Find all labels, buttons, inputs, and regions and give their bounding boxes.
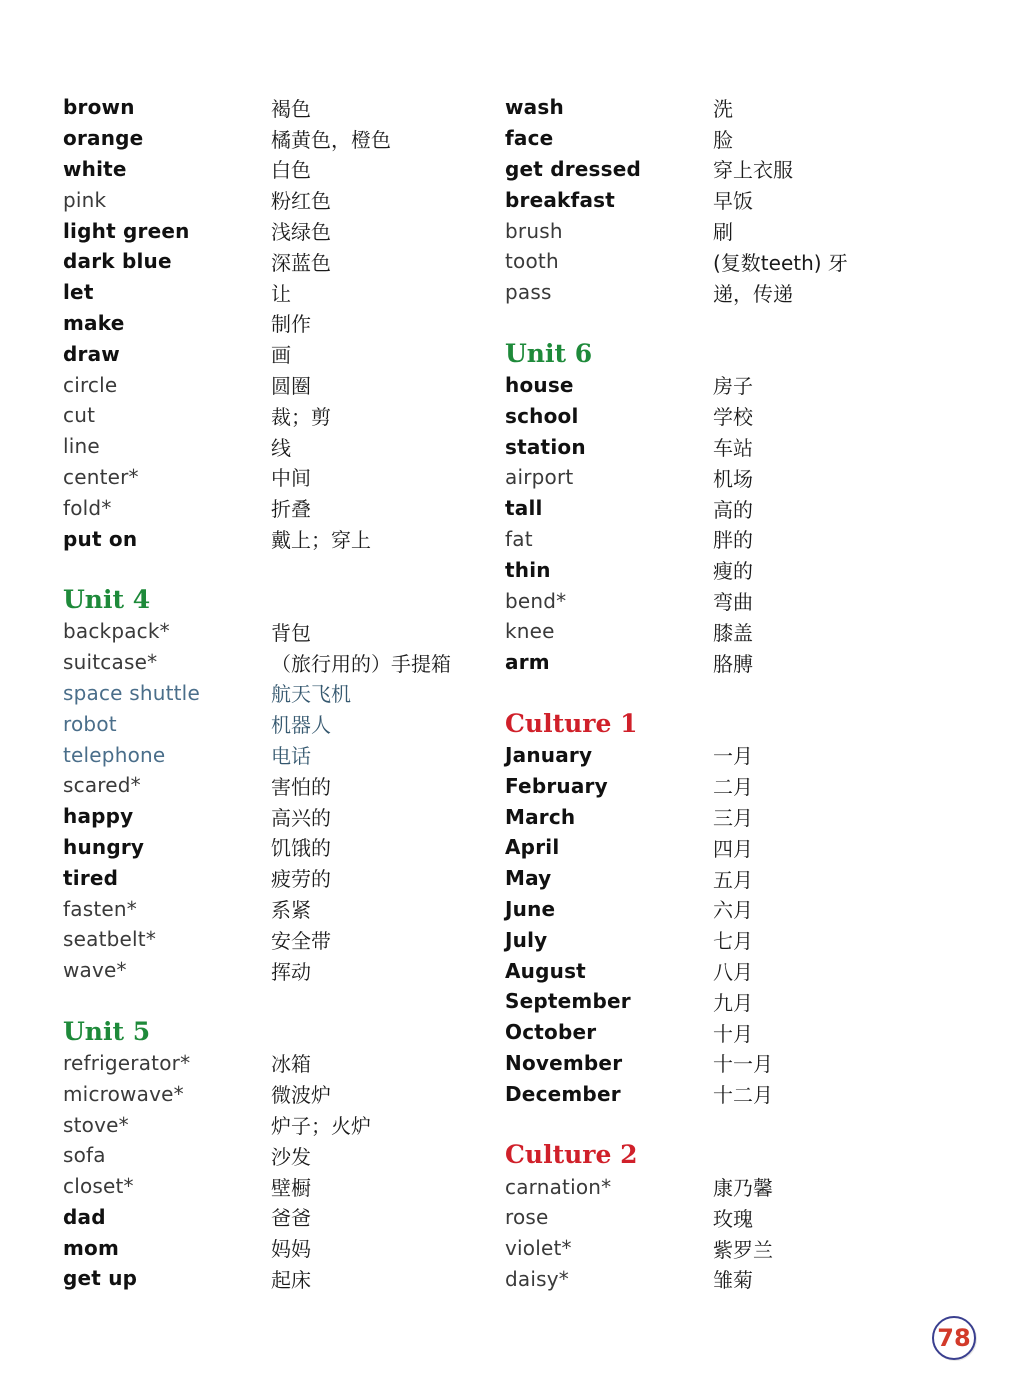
vocab-row — [505, 770, 945, 801]
english-word: tall — [505, 496, 543, 521]
vocab-row — [63, 123, 503, 154]
english-word: make — [63, 310, 125, 335]
chinese-meaning: 学校 — [713, 405, 753, 430]
english-word: pass — [505, 280, 552, 305]
vocab-row — [63, 277, 503, 308]
vocab-row — [505, 1233, 945, 1264]
vocab-row — [63, 1202, 503, 1233]
chinese-meaning: 橘黄色，橙色 — [271, 127, 391, 152]
chinese-meaning: 电话 — [271, 744, 311, 769]
english-word: violet* — [505, 1236, 572, 1261]
english-word: October — [505, 1020, 597, 1045]
chinese-meaning: 褐色 — [271, 96, 311, 121]
chinese-meaning: 早饭 — [713, 189, 753, 214]
chinese-meaning: 折叠 — [271, 497, 311, 522]
vocab-row — [63, 184, 503, 215]
english-word: daisy* — [505, 1266, 569, 1291]
chinese-meaning: 冰箱 — [271, 1052, 311, 1077]
english-word: microwave* — [63, 1081, 184, 1106]
chinese-meaning: 航天飞机 — [271, 682, 351, 707]
english-word: closet* — [63, 1174, 134, 1199]
vocab-row — [505, 1202, 945, 1233]
chinese-meaning: 炉子；火炉 — [271, 1114, 371, 1138]
vocab-row — [63, 400, 503, 431]
vocab-row — [505, 554, 945, 585]
english-word: March — [505, 804, 576, 829]
english-word: April — [505, 835, 560, 860]
chinese-meaning: 瘦的 — [713, 559, 753, 584]
vocab-row — [505, 924, 945, 955]
english-word: refrigerator* — [63, 1050, 191, 1075]
section-gap — [505, 1109, 945, 1139]
section-gap — [505, 308, 945, 338]
chinese-meaning: 八月 — [713, 960, 753, 985]
vocab-row — [63, 1140, 503, 1171]
chinese-meaning: 疲劳的 — [271, 867, 331, 892]
page-number-badge: 78 — [932, 1316, 976, 1360]
vocab-row — [505, 462, 945, 493]
english-word: put on — [63, 526, 138, 551]
chinese-meaning: 车站 — [713, 436, 753, 461]
vocab-row — [63, 215, 503, 246]
vocab-row — [505, 370, 945, 401]
chinese-meaning: 起床 — [271, 1267, 311, 1292]
vocab-row — [63, 246, 503, 277]
english-word: wash — [505, 95, 564, 120]
chinese-meaning: 浅绿色 — [271, 220, 331, 245]
english-word: get dressed — [505, 156, 642, 181]
word-list-colors — [63, 92, 503, 554]
english-word: telephone — [63, 742, 166, 767]
chinese-meaning: 房子 — [713, 374, 753, 399]
vocab-row — [63, 1048, 503, 1079]
english-word: February — [505, 773, 608, 798]
vocab-row — [63, 369, 503, 400]
vocab-row — [505, 524, 945, 555]
chinese-meaning: 爸爸 — [271, 1206, 311, 1231]
vocab-row — [63, 770, 503, 801]
english-word: June — [505, 896, 556, 921]
chinese-meaning: 壁橱 — [271, 1175, 311, 1200]
english-word: scared* — [63, 773, 141, 798]
vocab-row — [63, 92, 503, 123]
english-word: hungry — [63, 834, 145, 859]
chinese-meaning: 戴上；穿上 — [271, 528, 371, 553]
word-list-culture-2 — [505, 1171, 945, 1294]
vocab-row — [63, 739, 503, 770]
english-word: circle — [63, 372, 118, 397]
english-word: bend* — [505, 588, 567, 613]
vocab-row — [63, 1263, 503, 1294]
word-list-culture-1 — [505, 740, 945, 1110]
chinese-meaning: 妈妈 — [271, 1237, 311, 1262]
word-list-unit-6 — [505, 370, 945, 678]
english-word: airport — [505, 465, 574, 490]
vocab-row — [505, 616, 945, 647]
english-word: let — [63, 280, 94, 305]
english-word: center* — [63, 464, 139, 489]
chinese-meaning: 胖的 — [713, 528, 753, 553]
vocab-row — [505, 154, 945, 185]
unit-5-title: Unit 5 — [63, 1016, 151, 1046]
chinese-meaning: 安全带 — [271, 928, 331, 953]
vocab-row — [63, 678, 503, 709]
vocab-row — [63, 338, 503, 369]
chinese-meaning: 背包 — [271, 620, 311, 645]
culture-2-title: Culture 2 — [505, 1140, 638, 1170]
vocab-row — [63, 801, 503, 832]
chinese-meaning: 玫瑰 — [713, 1206, 753, 1231]
word-list-unit-4 — [63, 616, 503, 986]
vocab-row — [505, 986, 945, 1017]
english-word: tired — [63, 865, 119, 890]
chinese-meaning: 四月 — [713, 836, 753, 861]
vocab-row — [63, 955, 503, 986]
english-word: August — [505, 958, 586, 983]
chinese-meaning: 穿上衣服 — [713, 158, 793, 183]
vocab-row — [505, 1017, 945, 1048]
chinese-meaning: 一月 — [713, 744, 753, 769]
vocab-row — [63, 647, 503, 678]
chinese-meaning: 线 — [271, 435, 291, 460]
chinese-meaning: 害怕的 — [271, 774, 331, 799]
vocab-row — [505, 1264, 945, 1295]
vocab-row — [505, 894, 945, 925]
english-word: knee — [505, 619, 555, 644]
chinese-meaning: 粉红色 — [271, 189, 331, 214]
chinese-meaning: （旅行用的）手提箱 — [271, 651, 451, 676]
chinese-meaning: 七月 — [713, 929, 753, 954]
vocab-row — [505, 955, 945, 986]
vocab-row — [505, 801, 945, 832]
right-column — [505, 92, 945, 1294]
vocab-row — [505, 832, 945, 863]
chinese-meaning: 弯曲 — [713, 590, 753, 615]
english-word: white — [63, 156, 127, 181]
english-word: brush — [505, 218, 563, 243]
section-gap — [63, 986, 503, 1016]
chinese-meaning: 中间 — [271, 466, 311, 491]
chinese-meaning: (复数teeth) 牙 — [713, 250, 848, 275]
chinese-meaning: 系紧 — [271, 898, 311, 923]
english-word: suitcase* — [63, 650, 158, 675]
chinese-meaning: 二月 — [713, 775, 753, 800]
english-word: seatbelt* — [63, 927, 157, 952]
vocab-row — [505, 431, 945, 462]
vocab-row — [505, 246, 945, 277]
chinese-meaning: 九月 — [713, 990, 753, 1015]
english-word: May — [505, 866, 552, 891]
culture-1-title: Culture 1 — [505, 708, 638, 738]
chinese-meaning: 制作 — [271, 312, 311, 337]
chinese-meaning: 白色 — [271, 158, 311, 183]
chinese-meaning: 六月 — [713, 898, 753, 923]
vocab-row — [505, 184, 945, 215]
word-list-daily — [505, 92, 945, 308]
english-word: robot — [63, 711, 117, 736]
english-word: school — [505, 403, 579, 428]
chinese-meaning: 圆圈 — [271, 374, 311, 399]
english-word: dark blue — [63, 249, 172, 274]
vocab-row — [63, 1109, 503, 1140]
vocab-row — [505, 1048, 945, 1079]
vocab-row — [505, 863, 945, 894]
english-word: face — [505, 126, 554, 151]
vocab-row — [505, 400, 945, 431]
english-word: light green — [63, 218, 190, 243]
unit-4-title: Unit 4 — [63, 584, 151, 614]
chinese-meaning: 脸 — [713, 127, 733, 152]
chinese-meaning: 饥饿的 — [271, 836, 331, 861]
english-word: space shuttle — [63, 680, 200, 705]
chinese-meaning: 递，传递 — [713, 281, 793, 306]
chinese-meaning: 雏菊 — [713, 1268, 753, 1293]
chinese-meaning: 十一月 — [713, 1052, 773, 1077]
chinese-meaning: 挥动 — [271, 959, 311, 984]
english-word: breakfast — [505, 187, 616, 212]
word-list-unit-5 — [63, 1048, 503, 1294]
english-word: arm — [505, 650, 550, 675]
chinese-meaning: 十月 — [713, 1021, 753, 1046]
vocab-row — [505, 123, 945, 154]
chinese-meaning: 让 — [271, 281, 291, 306]
vocab-row — [505, 277, 945, 308]
chinese-meaning: 胳膊 — [713, 651, 753, 676]
vocab-row — [63, 893, 503, 924]
chinese-meaning: 三月 — [713, 806, 753, 831]
english-word: stove* — [63, 1112, 129, 1137]
vocab-row — [63, 462, 503, 493]
english-word: November — [505, 1050, 623, 1075]
section-gap — [505, 678, 945, 708]
english-word: station — [505, 434, 586, 459]
vocab-row — [63, 616, 503, 647]
english-word: rose — [505, 1205, 549, 1230]
chinese-meaning: 五月 — [713, 867, 753, 892]
chinese-meaning: 高兴的 — [271, 805, 331, 830]
english-word: December — [505, 1081, 621, 1106]
vocab-row — [505, 92, 945, 123]
chinese-meaning: 紫罗兰 — [713, 1237, 773, 1262]
chinese-meaning: 机场 — [713, 466, 753, 491]
vocab-row — [63, 1078, 503, 1109]
english-word: get up — [63, 1266, 138, 1291]
english-word: line — [63, 434, 100, 459]
section-gap — [63, 554, 503, 584]
english-word: tooth — [505, 249, 559, 274]
vocab-row — [63, 832, 503, 863]
vocab-row — [505, 647, 945, 678]
english-word: dad — [63, 1204, 106, 1229]
chinese-meaning: 裁；剪 — [271, 404, 331, 429]
english-word: cut — [63, 403, 96, 428]
chinese-meaning: 机器人 — [271, 713, 331, 738]
vocab-row — [505, 1171, 945, 1202]
english-word: fold* — [63, 495, 112, 520]
vocab-row — [63, 708, 503, 739]
chinese-meaning: 微波炉 — [271, 1083, 331, 1108]
vocab-row — [63, 924, 503, 955]
english-word: fasten* — [63, 896, 137, 921]
english-word: January — [505, 742, 593, 767]
english-word: wave* — [63, 958, 127, 983]
english-word: mom — [63, 1235, 120, 1260]
vocab-row — [63, 1232, 503, 1263]
vocab-row — [63, 523, 503, 554]
english-word: backpack* — [63, 619, 170, 644]
english-word: orange — [63, 126, 144, 151]
chinese-meaning: 康乃馨 — [713, 1176, 773, 1200]
vocab-row — [63, 492, 503, 523]
chinese-meaning: 画 — [271, 343, 291, 368]
english-word: fat — [505, 526, 533, 551]
chinese-meaning: 洗 — [713, 96, 733, 121]
unit-6-title: Unit 6 — [505, 338, 593, 368]
chinese-meaning: 刷 — [713, 220, 733, 245]
chinese-meaning: 深蓝色 — [271, 250, 331, 275]
vocab-row — [505, 493, 945, 524]
english-word: draw — [63, 341, 120, 366]
chinese-meaning: 沙发 — [271, 1144, 311, 1169]
english-word: sofa — [63, 1143, 106, 1168]
english-word: July — [505, 927, 548, 952]
vocab-row — [505, 1078, 945, 1109]
chinese-meaning: 十二月 — [713, 1083, 773, 1108]
english-word: September — [505, 989, 631, 1014]
vocab-row — [63, 431, 503, 462]
vocab-row — [63, 308, 503, 339]
chinese-meaning: 膝盖 — [713, 620, 753, 645]
english-word: carnation* — [505, 1174, 612, 1199]
chinese-meaning: 高的 — [713, 497, 753, 522]
english-word: brown — [63, 95, 135, 120]
left-column — [63, 92, 503, 1294]
vocab-row — [505, 215, 945, 246]
vocab-row — [63, 154, 503, 185]
english-word: happy — [63, 804, 134, 829]
english-word: house — [505, 372, 574, 397]
vocab-row — [505, 740, 945, 771]
english-word: pink — [63, 187, 107, 212]
english-word: thin — [505, 557, 551, 582]
vocab-row — [505, 585, 945, 616]
vocab-row — [63, 1171, 503, 1202]
vocab-row — [63, 862, 503, 893]
